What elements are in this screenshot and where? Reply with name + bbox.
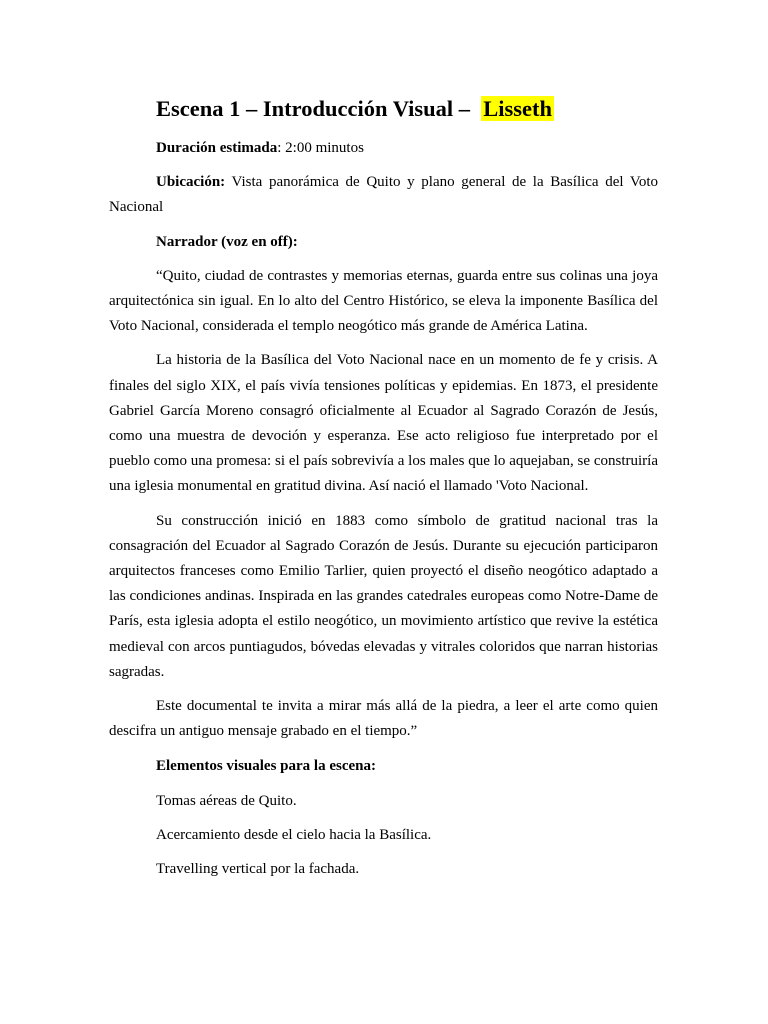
location-line — [109, 170, 658, 220]
document-body — [109, 94, 658, 891]
visual-element-item: Travelling vertical por la fachada. — [156, 861, 360, 878]
duration-line — [109, 136, 658, 161]
visual-element-item: Acercamiento desde el cielo hacia la Basílica. — [156, 826, 432, 843]
duration-value: : 2:00 minutos — [277, 140, 364, 156]
narration-paragraph: “Quito, ciudad de contrastes y memorias eternas, guarda entre sus colinas una joya arquitectónica sin igual. En lo alto del Centro Histórico, se eleva la imponente Basílica del Voto Nacional, considerada el templo neogótico más grande de América Latina. — [109, 267, 658, 335]
visual-elements-label: Elementos visuales para la escena: — [156, 758, 376, 775]
scene-title-text: Escena 1 – Introducción Visual – — [156, 96, 471, 121]
highlighted-name: Lisseth — [483, 96, 553, 121]
location-value: Vista panorámica de Quito y plano general de la Basílica del Voto Nacional — [109, 174, 658, 216]
scene-title — [109, 94, 658, 124]
visual-element-item: Tomas aéreas de Quito. — [156, 792, 297, 809]
narration-paragraph: La historia de la Basílica del Voto Nacional nace en un momento de fe y crisis. A finales del siglo XIX, el país vivía tensiones políticas y epidemias. En 1873, el presidente Gabriel García Moreno consagró oficialmente al Ecuador al Sagrado Corazón de Jesús, como una muestra de devoción y esperanza. Ese acto religioso fue interpretado por el pueblo como una promesa: si el país sobrevivía a los males que lo aquejaban, se construiría una iglesia monumental en gratitud divina. Así nació el llamado 'Voto Nacional. — [109, 352, 658, 495]
narration-paragraph: Su construcción inició en 1883 como símbolo de gratitud nacional tras la consagración del Ecuador al Sagrado Corazón de Jesús. Durante su ejecución participaron arquitectos franceses como Emilio Tarlier, quien proyectó el diseño neogótico adaptado a las condiciones andinas. Inspirada en las grandes catedrales europeas como Notre-Dame de París, esta iglesia adopta el estilo neogótico, un movimiento artístico que revive la estética medieval con arcos puntiagudos, bóvedas elevadas y vitrales coloridos que narran historias sagradas. — [109, 512, 658, 680]
narrator-label: Narrador (voz en off): — [156, 233, 298, 250]
location-label: Ubicación: — [156, 174, 226, 191]
narration-paragraph: Este documental te invita a mirar más allá de la piedra, a leer el arte como quien descifra un antiguo mensaje grabado en el tiempo.” — [109, 698, 658, 740]
duration-label: Duración estimada — [156, 140, 278, 156]
